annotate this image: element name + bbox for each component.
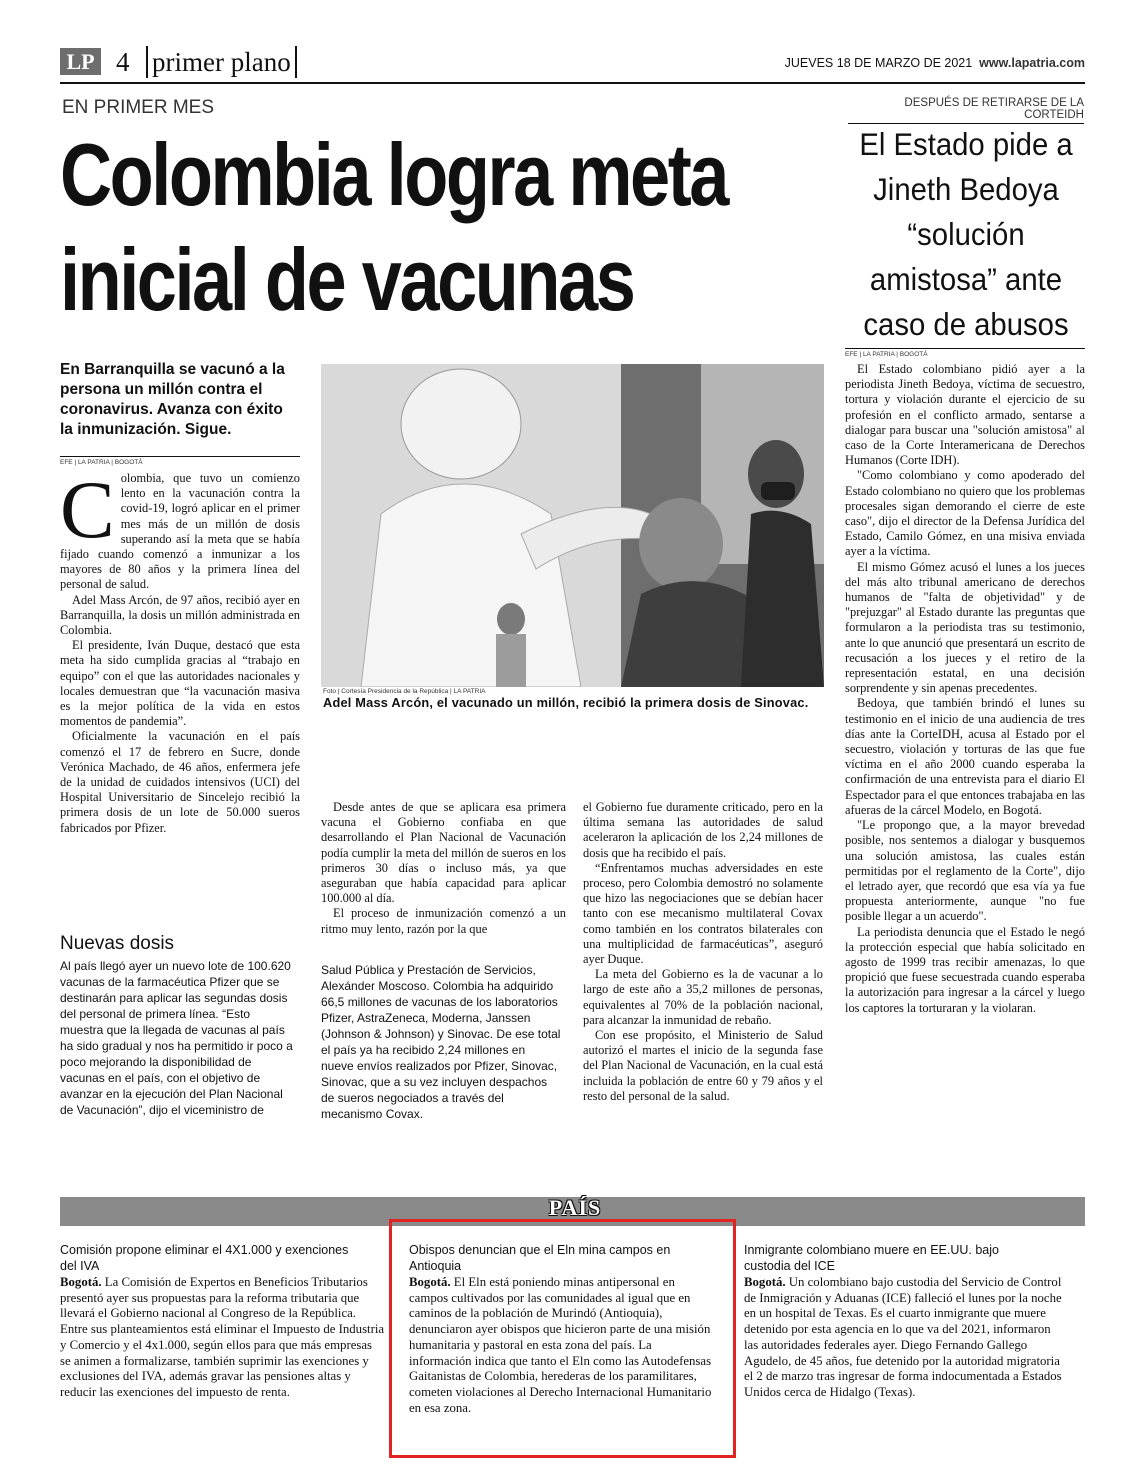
paragraph: El mismo Gómez acusó el lunes a los jueces del más alto tribunal americano de derechos humanos de "falta de objetividad" y de "prejuzgar" al Estado durante las preguntas que formularon a la periodista tras su testimonio, ante lo que anunció que presentará un escrito de recusación a los jueces y el retiro de la representación estatal, en una decisión sorprendente y sin apenas precedentes. [845, 559, 1085, 696]
paragraph: "Como colombiano y como apoderado del Estado colombiano no quiero que los problemas procesales sigan demorando el cierre de este caso", dijo el director de la Defensa Jurídica del Estado, Camilo Gómez, en una misiva enviada ayer a la víctima. [845, 468, 1085, 559]
main-column-2 [321, 800, 566, 937]
paragraph: Oficialmente la vacunación en el país comenzó el 17 de febrero en Sucre, donde Verónica Machado, de 46 años, enfermera jefe de la unidad de cuidados intensivos (UCI) del Hospital Universitario de Sincelejo recibió la primera dosis de un lote de 50.000 sueros fabricados por Pfizer. [60, 729, 300, 835]
main-deck: En Barranquilla se vacunó a la persona un millón contra el coronavirus. Avanza con éxito la inmunización. Sigue. [60, 361, 285, 438]
brief-body-3 [744, 1275, 1064, 1401]
paragraph: Desde antes de que se aplicara esa primera vacuna el Gobierno confiaba en que desarrollando el Plan Nacional de Vacunación podía cumplir la meta del millón de sueros en los primeros 30 días o incluso más, ya que aseguraban que había capacidad para aplicar 100.000 al día. [321, 800, 566, 906]
brief-text: Un colombiano bajo custodia del Servicio de Control de Inmigración y Aduanas (ICE) falleció el lunes por la noche en un hospital de Texas. Es el cuarto inmigrante que muere detenido por esta agencia en lo que va del 2021, informaron las autoridades federales ayer. Diego Fernando Gallego Agudelo, de 45 años, fue detenido por la autoridad migratoria el 2 de marzo tras ingresar de forma indocumentada a Estados Unidos cerca de Hidalgo (Texas). [744, 1275, 1062, 1399]
brief-title-2: Obispos denuncian que el Eln mina campos en Antioquia [409, 1243, 671, 1273]
brief-body-1 [60, 1275, 385, 1401]
paragraph: El proceso de inmunización comenzó a un ritmo muy lento, razón por la que [321, 906, 566, 936]
photo-caption: Adel Mass Arcón, el vacunado un millón, recibió la primera dosis de Sinovac. [323, 695, 809, 710]
section-name: primer plano [146, 46, 297, 78]
paragraph: el Gobierno fue duramente criticado, pero en la última semana las autoridades de salud aceleraron la aplicación de los 2,24 millones de dosis que ha recibido el país. [583, 800, 823, 860]
brief-place: Bogotá. [744, 1275, 786, 1289]
main-column-1 [60, 464, 300, 836]
sidebar-byline: EFE | LA PATRIA | BOGOTÁ [845, 348, 1085, 358]
brief-place: Bogotá. [409, 1275, 451, 1289]
paragraph: “Enfrentamos muchas adversidades en este proceso, pero Colombia demostró no solamente que hizo las negociaciones que se debían hacer tanto con ese mecanismo multilateral Covax como también en los contratos bilaterales con una multiplicidad de farmacéuticas”, aseguró ayer Duque. [583, 860, 823, 967]
page-number: 4 [116, 47, 130, 77]
drop-cap: C [60, 464, 115, 555]
sans-column-1: Al país llegó ayer un nuevo lote de 100.620 vacunas de la farmacéutica Pfizer que se destinarán para aplicar las segundas dosis del personal de primera línea. “Esto muestra que la llegada de vacunas al país ha sido gradual y nos ha permitido ir poco a poco mejorando la disponibilidad de vacunas en el país, con el objetivo de avanzar en la ejecución del Plan Nacional de Vacunación”, dijo el viceministro de [60, 959, 293, 1117]
sidebar-column [845, 362, 1085, 1016]
subheading: Nuevas dosis [60, 933, 175, 954]
paragraph: La periodista denuncia que el Estado le negó la protección especial que había solicitado en agosto de 1999 tras recibir amenazas, lo que propició que fuese secuestrada cuando esperaba la autorización para ingresar a la cárcel y luego los captores la torturaran y la violaran. [845, 924, 1085, 1015]
masthead-rule [60, 82, 1085, 84]
paragraph: Adel Mass Arcón, de 97 años, recibió ayer en Barranquilla, la dosis un millón administrada en Colombia. [60, 592, 300, 638]
masthead [60, 46, 1085, 80]
paragraph: Con ese propósito, el Ministerio de Salud autorizó el martes el inicio de la segunda fase del Plan Nacional de Vacunación, en la cual está incluida la población de entre 60 y 79 años y el resto del personal de la salud. [583, 1028, 823, 1103]
sidebar-headline: El Estado pide a Jineth Bedoya “solución amistosa” ante caso de abusos [859, 126, 1073, 342]
brief-place: Bogotá. [60, 1275, 102, 1289]
main-headline-line1: Colombia logra meta [60, 125, 727, 224]
paragraph: "Le propongo que, a la mayor brevedad posible, nos sentemos a dialogar y busquemos una solución amistosa, las cuales están permitidas por el reglamento de la Corte", dijo el letrado ayer, que recordó que esa vía ya fue propuesta anteriormente, aunque "no fue posible llegar a un acuerdo". [845, 818, 1085, 924]
main-column-3 [583, 800, 823, 1104]
main-kicker: EN PRIMER MES [62, 97, 215, 118]
pais-label: PAÍS [548, 1195, 602, 1220]
sidebar-kicker: DESPUÉS DE RETIRARSE DE LA CORTEIDH [848, 97, 1084, 124]
vaccination-photo [321, 364, 824, 687]
photo-credit: Foto | Cortesía Presidencia de la República | LA PATRIA [323, 688, 486, 695]
photo-illustration [321, 364, 824, 687]
paragraph: La meta del Gobierno es la de vacunar a lo largo de este año a 35,2 millones de personas, equivalentes al 70% de la población nacional, para alcanzar la inmunidad de rebaño. [583, 967, 823, 1027]
paragraph: olombia, que tuvo un comienzo lento en la vacunación contra la covid-19, logró aplicar en el primer mes más de un millón de dosis superando así la meta que se había fijado cuando comenzó a inmunizar a los mayores de 80 años y la primera línea del personal de salud. [60, 471, 300, 592]
main-headline [60, 122, 727, 332]
website-link[interactable]: www.lapatria.com [979, 56, 1085, 70]
issue-date: JUEVES 18 DE MARZO DE 2021 [784, 56, 973, 70]
sans-column-2: Salud Pública y Prestación de Servicios, Alexánder Moscoso. Colombia ha adquirido 66,5 millones de vacunas de los laboratorios Pfizer, AstraZeneca, Moderna, Janssen (Johnson & Johnson) y Sinovac. De ese total el país ya ha recibido 2,24 millones en nueve envíos realizados por Pfizer, Sinovac, Sinovac, que a su vez incluyen despachos de sueros negociados a través del mecanismo Covax. [321, 963, 561, 1121]
brief-text: La Comisión de Expertos en Beneficios Tributarios presentó ayer sus propuestas para la reforma tributaria que llevará el Gobierno nacional al Congreso de la República. Entre sus planteamientos está eliminar el Impuesto de Industria y Comercio y el 4x1.000, según ellos para que más empresas se animen a formalizarse, también suprimir las exenciones y exclusiones del IVA, además gravar las pensiones altas y reducir las exenciones del impuesto de renta. [60, 1275, 385, 1399]
brief-body-2 [409, 1275, 714, 1416]
brief-title-1: Comisión propone eliminar el 4X1.000 y exenciones del IVA [60, 1243, 349, 1273]
main-byline: EFE | LA PATRIA | BOGOTÁ [60, 456, 300, 466]
main-headline-line2: inicial de vacunas [60, 230, 634, 329]
paragraph: El Estado colombiano pidió ayer a la periodista Jineth Bedoya, víctima de secuestro, tortura y violación durante el ejercicio de su profesión en el conflicto armado, sentarse a dialogar para buscar una "solución amistosa" al caso de la Corte Interamericana de Derechos Humanos (Corte IDH). [845, 362, 1085, 468]
brief-title-3: Inmigrante colombiano muere en EE.UU. bajo custodia del ICE [744, 1243, 999, 1273]
paragraph: El presidente, Iván Duque, destacó que esta meta ha sido cumplida gracias al “trabajo en equipo” con el que las autoridades nacionales y locales demuestran que “la vacunación masiva es la mejor política de la vida en estos momentos de pandemia”. [60, 638, 300, 729]
paragraph: Bedoya, que también brindó el lunes su testimonio en el inicio de una audiencia de tres días ante la CorteIDH, acusa al Estado por el secuestro, violación y torturas de las que fue víctima en el año 2000 cuando esperaba la confirmación de una entrevista para el diario El Espectador para el que entonces trabajaba en las afueras de la cárcel Modelo, en Bogotá. [845, 696, 1085, 817]
newspaper-logo: LP [60, 48, 101, 75]
issue-date-line [785, 56, 1085, 70]
brief-text: El Eln está poniendo minas antipersonal en campos cultivados por las comunidades al igual que en caminos de la población de Murindó (Antioquia), denunciaron ayer obispos que hicieron parte de una misión humanitaria y pastoral en esta zona del país. La información indica que tanto el Eln como las Autodefensas Gaitanistas de Colombia, herederas de los paramilitares, cometen violaciones al Derecho Internacional Humanitario en esa zona. [409, 1275, 712, 1415]
